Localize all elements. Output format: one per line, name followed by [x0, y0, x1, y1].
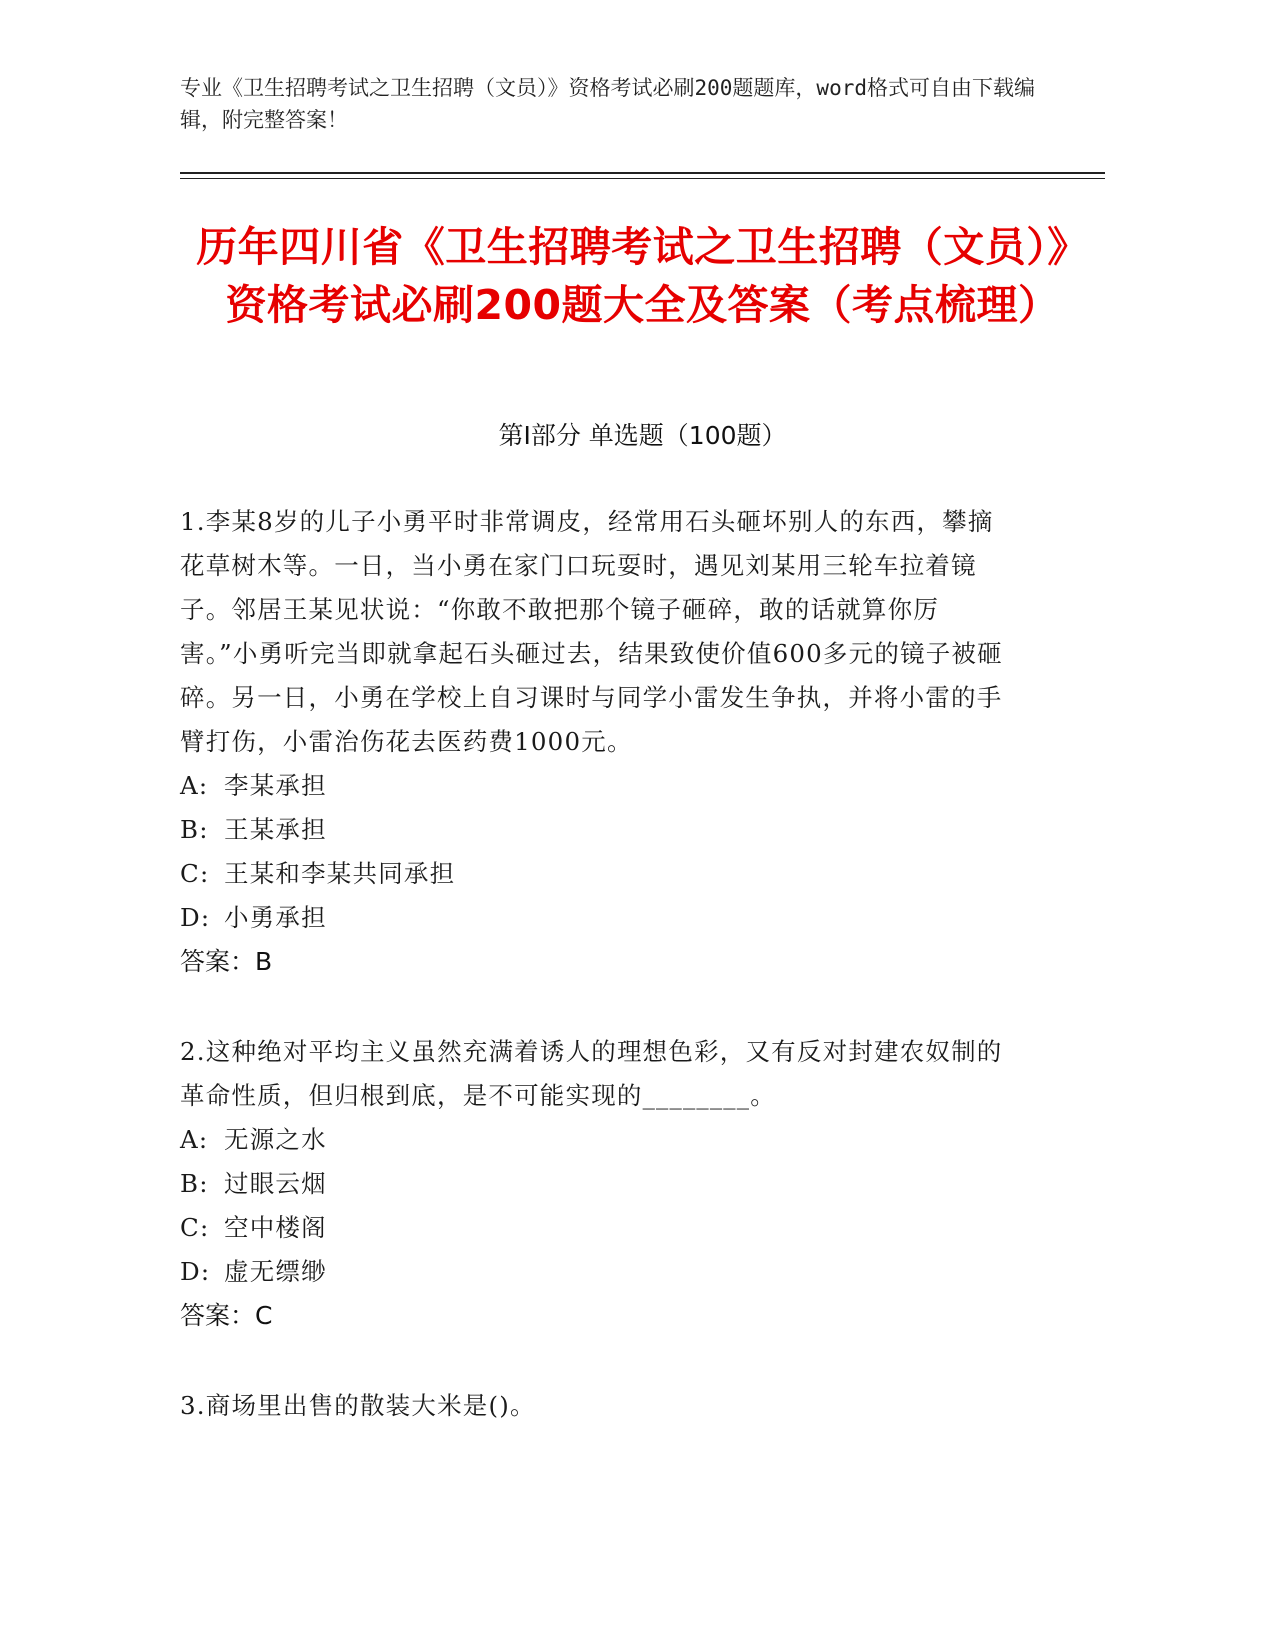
- option-b: [180, 1162, 1105, 1206]
- question-1: [180, 500, 1105, 984]
- option-text: 王某承担: [224, 815, 327, 844]
- answer-line: 答案：C: [180, 1301, 273, 1330]
- question-stem: 2.这种绝对平均主义虽然充满着诱人的理想色彩，又有反对封建农奴制的革命性质，但归根到底，是不可能实现的________。: [180, 1037, 1003, 1110]
- option-label: C:: [180, 859, 210, 888]
- option-a: [180, 1118, 1105, 1162]
- answer-line: 答案：B: [180, 947, 273, 976]
- option-label: D:: [180, 1257, 211, 1286]
- question-stem: 1.李某8岁的儿子小勇平时非常调皮，经常用石头砸坏别人的东西，攀摘花草树木等。一日，当小勇在家门口玩耍时，遇见刘某用三轮车拉着镜子。邻居王某见状说：“你敢不敢把那个镜子砸碎，敢的话就算你厉害。”小勇听完当即就拿起石头砸过去，结果致使价值600多元的镜子被砸碎。另一日，小勇在学校上自习课时与同学小雷发生争执，并将小雷的手臂打伤，小雷治伤花去医药费1000元。: [180, 507, 1003, 756]
- option-label: A:: [180, 1125, 209, 1154]
- option-text: 李某承担: [224, 771, 327, 800]
- option-text: 无源之水: [224, 1125, 327, 1154]
- option-label: D:: [180, 903, 211, 932]
- option-b: [180, 808, 1105, 852]
- option-label: B:: [180, 815, 209, 844]
- option-label: A:: [180, 771, 209, 800]
- option-c: [180, 852, 1105, 896]
- option-text: 王某和李某共同承担: [224, 859, 456, 888]
- section-heading: 第Ⅰ部分 单选题（100题）: [498, 421, 787, 450]
- option-label: C:: [180, 1213, 210, 1242]
- option-text: 小勇承担: [224, 903, 327, 932]
- option-text: 过眼云烟: [224, 1169, 327, 1198]
- header-note: 专业《卫生招聘考试之卫生招聘（文员）》资格考试必刷200题题库，word格式可自由下载编辑，附完整答案！: [180, 76, 1035, 132]
- document-title: 历年四川省《卫生招聘考试之卫生招聘（文员）》资格考试必刷200题大全及答案（考点梳理）: [196, 223, 1089, 329]
- option-d: [180, 896, 1105, 940]
- header-rule-thick: [180, 172, 1105, 174]
- option-text: 虚无缥缈: [224, 1257, 327, 1286]
- question-stem: 3.商场里出售的散装大米是()。: [180, 1391, 536, 1420]
- option-a: [180, 764, 1105, 808]
- option-label: B:: [180, 1169, 209, 1198]
- question-2: [180, 1030, 1105, 1338]
- option-text: 空中楼阁: [224, 1213, 327, 1242]
- question-list: [180, 500, 1105, 1474]
- option-d: [180, 1250, 1105, 1294]
- question-3: [180, 1384, 1105, 1428]
- option-c: [180, 1206, 1105, 1250]
- header-rule-thin: [180, 178, 1105, 179]
